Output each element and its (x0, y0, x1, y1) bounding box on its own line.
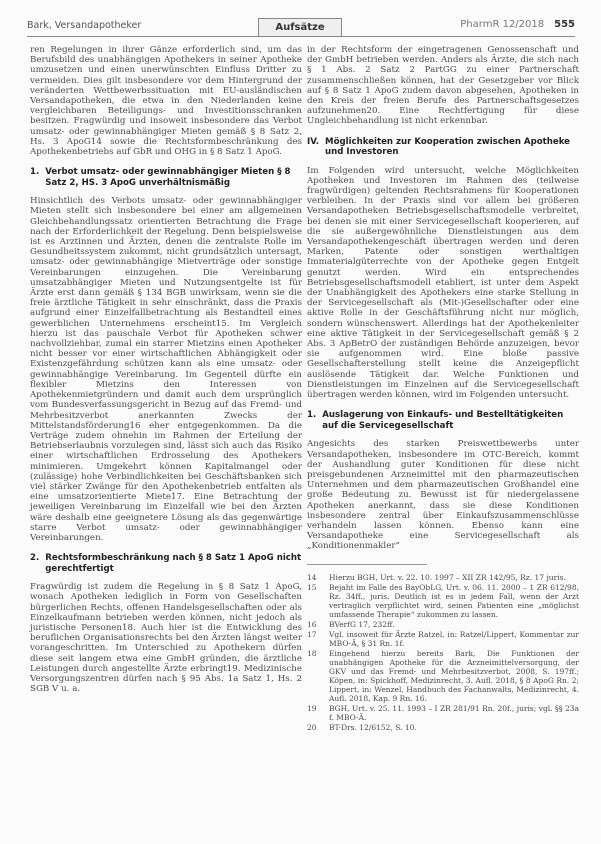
footnote (307, 620, 579, 629)
section-heading-1 (30, 167, 302, 188)
page-number: 555 (554, 19, 575, 30)
section-heading-1-number: 1. (30, 167, 40, 178)
header-section-tab: Aufsätze (258, 18, 342, 37)
footnote (307, 583, 579, 619)
header-journal-page (460, 19, 575, 30)
footnote-text: BGH, Urt. v. 25. 11. 1993 – I ZR 281/91 Rn. 20f., juris; vgl. §§ 23a f. MBO-Ä. (329, 703, 579, 722)
footnotes (307, 573, 579, 732)
footnote-text: Bejaht im Falle des BayObLG, Urt. v. 06. 11. 2000 – 1 ZR 612/98, Rz. 34ff., juris. Deutlich ist es in jedem Fall, wenn der Arzt vertraglich verpflichtet wird, seinen Patienten eine „möglichst umfassende Therapie“ zukommen zu lassen. (329, 582, 579, 619)
footnote-number: 16 (307, 619, 317, 629)
section-heading-2 (30, 553, 302, 574)
section-heading-1-text: Verbot umsatz- oder gewinnabhängiger Mieten § 8 Satz 2, HS. 3 ApoG unverhältnismäßig (45, 167, 291, 188)
section-heading-iv-1-number: 1. (307, 410, 317, 421)
footnote (307, 573, 579, 582)
left-paragraph-1: ren Regelungen in ihrer Gänze erforderlich sind, um das Berufsbild des unabhängigen Apothekers in seiner Apotheke umzusetzen und einen unerwünschten Einfluss Dritter zu vermeiden. Dies gilt insbesondere vor dem Hintergrund der veränderten Wettbewerbssituation mit EU-ausländischen Versandapotheken, die etwa in den Niederlanden keine vergleichbaren Beteiligungs- und Investitionsschranken besitzen. Fragwürdig und insoweit insbesondere das Verbot umsatz- oder gewinnabhängiger Mieten gemäß § 8 Satz 2, Hs. 3 ApoG14 sowie die Rechtsformbeschränkung des Apothekenbetriebs auf GbR und OHG in § 8 Satz 1 ApoG. (30, 45, 302, 158)
header-author-title: Bark, Versandapotheker (27, 20, 142, 31)
right-paragraph-2: Im Folgenden wird untersucht, welche Möglichkeiten Apotheken und Investoren im Rahmen des (teilweise fragwürdigen) geltenden Rechtsrahmens für Kooperationen verbleiben. In der Praxis sind vor allem bei größeren Versandapotheken Betriebsgesellschaftsmodelle verbreitet, bei denen sie mit einer Servicegesellschaft kooperieren, auf die sie außergewöhnliche Dienstleistungen aus dem Versandapothekengeschäft übertragen werden und deren Marken, Patente oder sonstigen werthaltigen Immaterialgüterrechte von der Apotheke gegen Entgelt genutzt werden. Wird ein entsprechendes Betriebsgesellschaftsmodell etabliert, ist unter dem Aspekt der Unabhängigkeit des Apothekers eine starke Stellung in der Servicegesellschaft als (Mit-)Gesellschafter oder eine aktive Rolle in der Geschäftsführung nicht nur möglich, sondern wünschenswert. Allerdings hat der Apothekenleiter eine aktive Tätigkeit in der Servicegesellschaft gemäß § 2 Abs. 3 ApBetrO der zuständigen Behörde anzuzeigen, bevor sie aufgenommen wird. Eine bloße passive Gesellschafterstellung stellt keine die Anzeigepflicht auslösende Tätigkeit dar. Welche Funktionen und Dienstleistungen im Einzelnen auf die Servicegesellschaft übertragen werden können, wird im Folgenden untersucht. (307, 165, 579, 401)
right-paragraph-1: in der Rechtsform der eingetragenen Genossenschaft und der GmbH betrieben werden. Anders als Ärzte, die sich nach § 1 Abs. 2 Satz 2 PartGG zu einer Partnerschaft zusammenschließen können, hat der Gesetzgeber vor Blick auf § 8 Satz 1 ApoG zudem davon abgesehen, Apotheken in den Kreis der freien Berufe des Partnerschaftsgesetzes aufzunehmen20. Eine Rechtfertigung für diese Ungleichbehandlung ist nicht erkennbar. (307, 45, 579, 127)
footnote-rule (307, 564, 427, 565)
left-column (30, 45, 302, 694)
section-heading-2-number: 2. (30, 553, 40, 564)
footnote (307, 723, 579, 732)
running-header (0, 0, 601, 36)
footnote-number: 14 (307, 572, 317, 582)
footnote-number: 17 (307, 629, 317, 639)
header-journal: PharmR 12/2018 (460, 19, 545, 30)
right-column (307, 45, 579, 733)
footnote (307, 649, 579, 703)
header-rule (27, 36, 575, 37)
footnote (307, 704, 579, 722)
footnote-number: 20 (307, 722, 317, 732)
footnote-text: BVerfG 17, 232ff. (329, 619, 395, 629)
chapter-heading-iv-number: IV. (307, 136, 320, 147)
chapter-heading-iv (307, 137, 579, 158)
footnote-text: Hierzu BGH, Urt. v. 22. 10. 1997 – XII ZR 142/95, Rz. 17 juris. (329, 572, 566, 582)
footnote-text: BT-Drs. 12/6152, S. 10. (329, 722, 417, 732)
right-paragraph-3: Angesichts des starken Preiswettbewerbs unter Versandapotheken, insbesondere im OTC-Bereich, kommt der Aushandlung guter Konditionen für diese nicht preisgebundenen Arzneimittel mit den pharmazeutischen Unternehmen und dem pharmazeutischen Großhandel eine große Bedeutung zu. Bewusst ist für niedergelassene Apotheken anerkannt, dass sie diese Konditionen insbesondere zentral über Einkaufszusammenschlüsse verhandeln lassen können. Ebenso kann eine Versandapotheke eine Servicegesellschaft als „Konditionenmakler“ (307, 439, 579, 552)
footnote (307, 630, 579, 648)
left-paragraph-2: Hinsichtlich des Verbots umsatz- oder gewinnabhängiger Mieten stellt sich insbesondere bei einer am allgemeinen Gleichbehandlungssatz orientierten Betrachtung die Frage nach der Erforderlichkeit der Regelung. Denn beispielsweise ist es Arztinnen und Ärzten, denen die zentralste Rolle im Gesundheitssystem zukommt, nicht grundsätzlich untersagt, umsatz- oder gewinnabhängige Mietverträge oder sonstige Vereinbarungen einzugehen. Die Vereinbarung umsatzabhängiger Mieten und Nutzungsentgelte ist für Ärzte erst dann gemäß § 134 BGB unwirksam, wenn sie die freie ärztliche Tätigkeit in sehr einschränkt, dass die Praxis aufgrund einer Einzelfallbetrachtung als Bestandteil eines gewerblichen Unternehmens erscheint15. Im Vergleich hierzu ist das pauschale Verbot für Apotheken schwer nachvollziehbar, zumal ein starrer Mietzins einen Apotheker nicht besser vor einer wirtschaftlichen Abhängigkeit oder Existenzgefährdung schützen kann als eine umsatz- oder gewinnabhängige Vereinbarung. Im Gegenteil dürfte ein flexibler Mietzins den Interessen von Apothekenmietgründern und damit auch dem ursprünglich vom Bundesverfassungsgericht in Bezug auf das Fremd- und Mehrbesitzverbot anerkannten Zwecks der Mittelstandsförderung16 eher entgegenkommen. Da die Verträge zudem ohnehin im Rahmen der Erteilung der Betriebserlaubnis vorzulegen sind, lässt sich auch das Risiko einer wirtschaftlichen Erdrosselung des Apothekers minimieren. Umgekehrt können Kapitalmangel oder (zulässige) hohe Verbindlichkeiten bei Geschäftsbanken sich viel stärker Zwänge für den Apothekenbetrieb entfalten als eine umsatzorientierte Miete17. Eine Betrachtung der jeweiligen Vereinbarung im Einzelfall wie bei den Ärzten wäre deshalb eine geeignetere Lösung als das gegenwärtige starre Verbot umsatz- oder gewinnabhängiger Vereinbarungen. (30, 196, 302, 543)
left-paragraph-3: Fragwürdig ist zudem die Regelung in § 8 Satz 1 ApoG, wonach Apotheken lediglich in Form von Gesellschaften bürgerlichen Rechts, offenen Handelsgesellschaften oder als Einzelkaufmann betrieben werden können, nicht jedoch als juristische Personen18. Auch hier ist die Entwicklung des beruflichen Organisationsrechts bei den Ärzten längst weiter vorangeschritten. Im Unterschied zu Apothekern dürfen diese seit langem etwa eine GmbH gründen, die ärztliche Leistungen durch angestellte Ärzte erbringt19. Medizinische Versorgungszentren dürfen nach § 95 Abs. 1a Satz 1, Hs. 2 SGB V u. a. (30, 582, 302, 695)
footnote-number: 15 (307, 582, 317, 592)
section-heading-iv-1 (307, 410, 579, 431)
footnote-text: Vgl. insoweit für Ärzte Ratzel, in: Ratzel/Lippert, Kommentar zur MBO-Ä, § 31 Rn. 1f. (329, 629, 579, 648)
footnote-number: 18 (307, 648, 317, 658)
chapter-heading-iv-text: Möglichkeiten zur Kooperation zwischen Apotheke und Investoren (325, 136, 571, 158)
footnote-text: Eingehend hierzu bereits Bark, Die Funktionen der unabhängigen Apotheke für die Arzneimittelversorgung, der GKV und das Fremd- und Mehrbesitzverbot, 2008, S. 197ff.; Köpen, in: Spickhoff, Medizinrecht, 3. Aufl. 2018, § 8 ApoG Rn. 2; Lippert, in: Wenzel, Handbuch des Fachanwalts, Medizinrecht, 4. Aufl. 2018, Kap. 9 Rn. 16. (329, 648, 579, 703)
section-heading-iv-1-text: Auslagerung von Einkaufs- und Bestelltätigkeiten auf die Servicegesellschaft (322, 410, 564, 431)
section-heading-2-text: Rechtsformbeschränkung nach § 8 Satz 1 ApoG nicht gerechtfertigt (45, 553, 302, 574)
footnote-number: 19 (307, 703, 317, 713)
